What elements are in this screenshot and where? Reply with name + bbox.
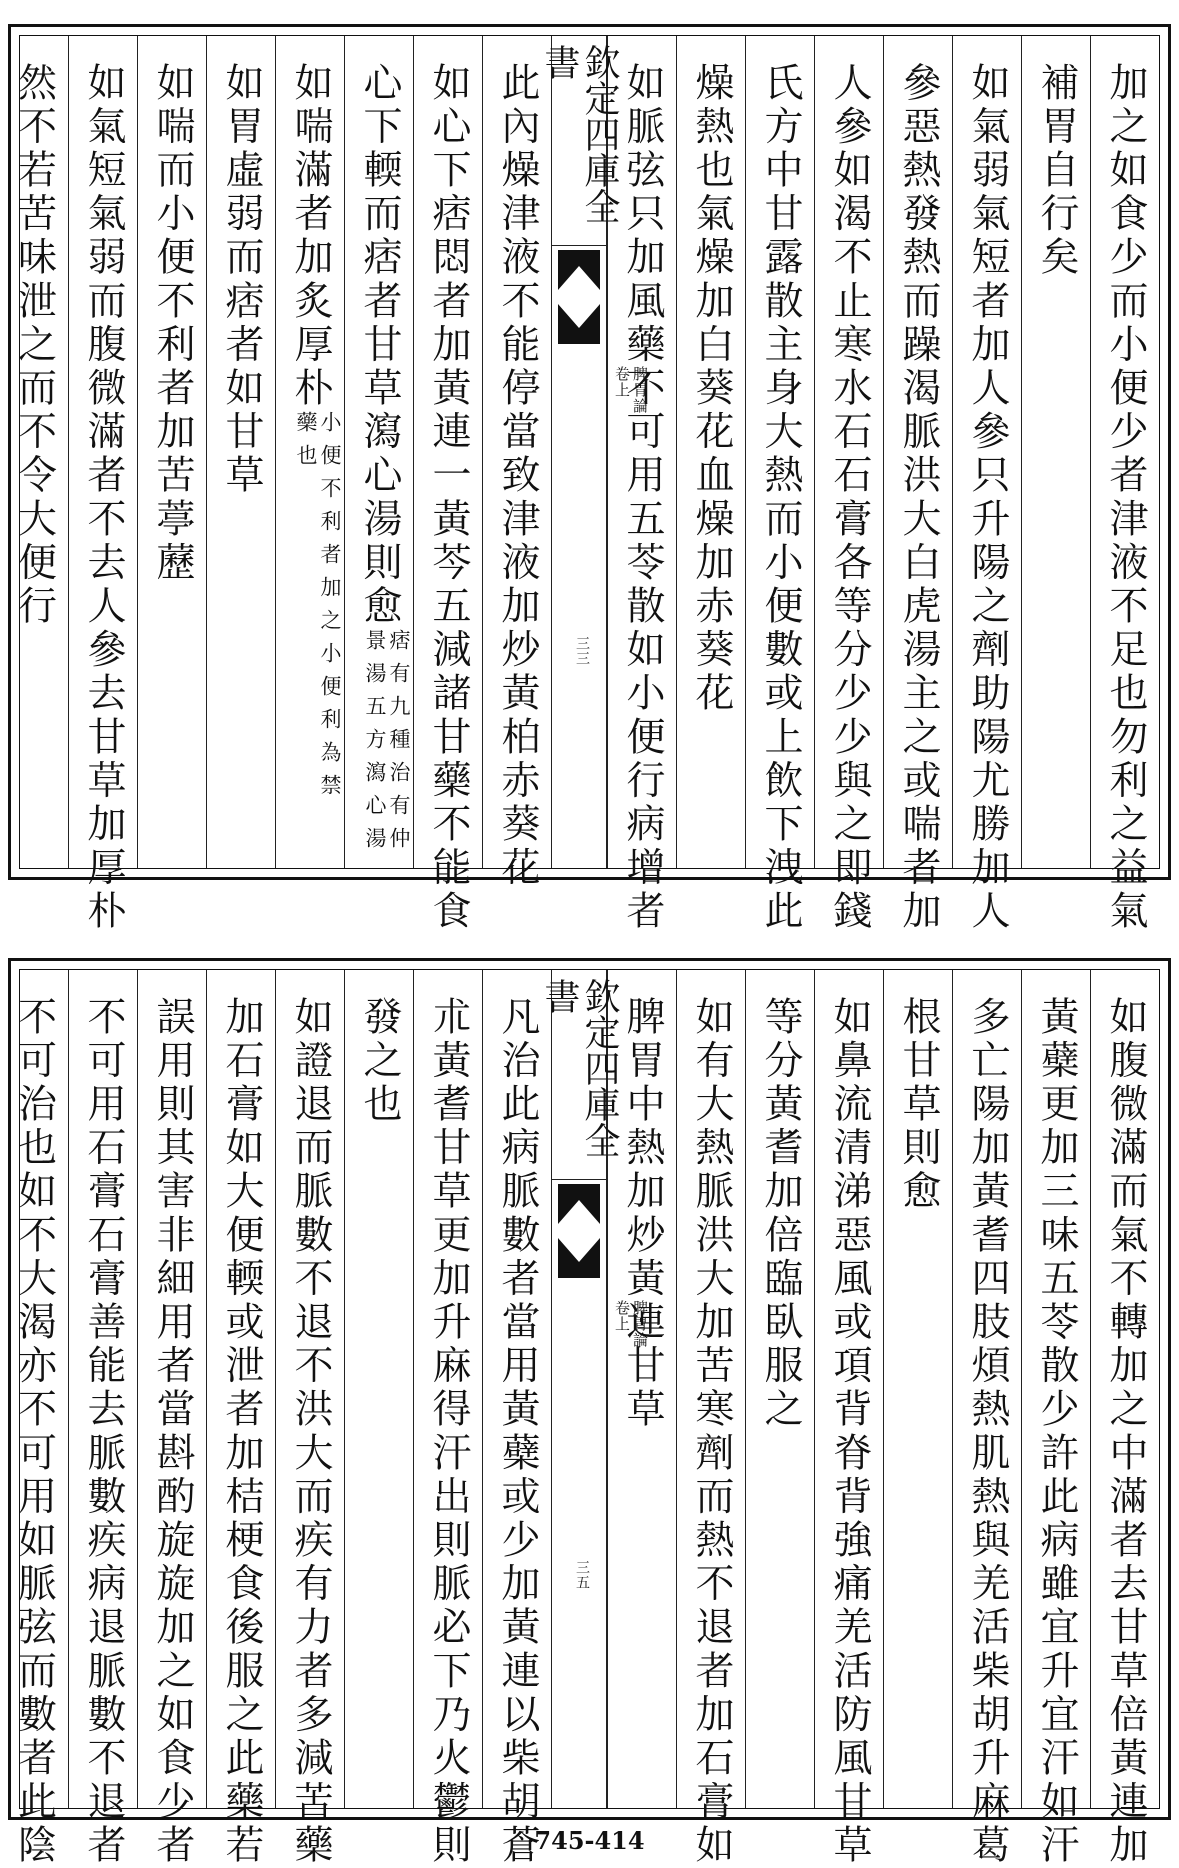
column-text: 凡治此病脈數者當用黃蘗或少加黃連以柴胡蒼 (495, 996, 540, 1868)
annotation-note (294, 411, 342, 807)
column-text: 如腹微滿而氣不轉加之中滿者去甘草倍黃連加 (1103, 996, 1148, 1868)
volume-label: 卷上 (613, 1300, 631, 1332)
gutter-title-box (539, 970, 620, 1180)
text-column (137, 970, 206, 1868)
book-title: 脾胃論 (631, 366, 649, 414)
text-column (952, 970, 1021, 1868)
column-text: 如胃虛弱而痞者如甘草 (219, 62, 264, 498)
text-column (0, 36, 68, 868)
note-line: 藥也 (294, 410, 318, 477)
text-column (814, 36, 883, 934)
column-text-with-note (278, 36, 342, 868)
text-column (676, 970, 745, 1868)
text-column (814, 970, 883, 1868)
column-text: 加石膏如大便輭或泄者加桔梗食後服之此藥若 (219, 996, 264, 1868)
text-column (413, 970, 482, 1868)
text-column (1021, 36, 1090, 868)
text-column (344, 970, 413, 1808)
column-text: 氏方中甘露散主身大熱而小便數或上飲下洩此 (758, 62, 803, 934)
main-text: 心下輭而痞者甘草瀉心湯則愈 (357, 62, 402, 629)
text-column (1090, 36, 1159, 934)
gutter-title-box (539, 36, 620, 246)
text-column (745, 36, 814, 934)
text-column (344, 36, 413, 868)
column-text: 補胃自行矣 (1034, 62, 1079, 280)
folio-number: 745-414 (534, 1826, 645, 1855)
text-column (206, 970, 275, 1868)
leaf-number: 三三 (574, 636, 590, 666)
text-column (68, 36, 137, 934)
text-frame-top (11, 35, 1160, 934)
column-text: 如鼻流清涕惡風或項背脊背強痛羌活防風甘草 (827, 996, 872, 1868)
column-text: 黃蘗更加三味五苓散少許此病雖宜升宜汗如汗 (1034, 996, 1079, 1868)
fishtail-mark-top (558, 250, 600, 290)
fishtail-mark-bottom (558, 1238, 600, 1278)
text-column (883, 970, 952, 1808)
column-text: 人參如渴不止寒水石石膏各等分少少與之即錢 (827, 62, 872, 934)
column-text: 加之如食少而小便少者津液不足也勿利之益氣 (1103, 62, 1148, 934)
column-text: 發之也 (357, 996, 402, 1127)
text-column (275, 970, 344, 1868)
collection-title: 欽定四庫全書 (539, 978, 620, 1158)
gutter-caption (566, 1300, 648, 1348)
column-text: 脾胃中熱加炒黃連甘草 (620, 996, 665, 1432)
text-column (137, 36, 206, 868)
annotation-note (363, 629, 411, 860)
text-column (745, 970, 814, 1808)
column-text: 如證退而脈數不退不洪大而疾有力者多減苦藥 (288, 996, 333, 1868)
page-top (8, 24, 1171, 934)
text-column (68, 970, 137, 1868)
text-column (1021, 970, 1090, 1868)
column-text: 等分黃耆加倍臨臥服之 (758, 996, 803, 1432)
gutter-caption (566, 366, 648, 414)
note-line: 小便不利者加之小便利為禁 (318, 410, 342, 807)
column-text: 如脈弦只加風藥不可用五苓散如小便行病增者 (620, 62, 665, 934)
book-title: 脾胃論 (631, 1300, 649, 1348)
column-text: 不可治也如不大渴亦不可用如脈弦而數者此陰 (11, 996, 57, 1868)
fishtail-mark-top (558, 1184, 600, 1224)
text-column (206, 36, 275, 868)
note-line: 痞有九種治有仲 (387, 628, 411, 860)
column-text: 不可用石膏石膏善能去脈數疾病退脈數不退者 (81, 996, 126, 1868)
column-text: 朮黃耆甘草更加升麻得汗出則脈必下乃火鬱則 (426, 996, 471, 1868)
column-text-with-note (347, 36, 411, 868)
text-column (482, 970, 551, 1868)
text-column (952, 36, 1021, 934)
column-text: 如氣短氣弱而腹微滿者不去人參去甘草加厚朴 (81, 62, 126, 934)
column-text: 多亡陽加黃耆四肢煩熱肌熱與羌活柴胡升麻葛 (965, 996, 1010, 1868)
note-line: 景湯五方瀉心湯 (363, 628, 387, 860)
column-text: 如心下痞悶者加黃連一黃芩五減諸甘藥不能食 (426, 62, 471, 934)
column-text: 如氣弱氣短者加人參只升陽之劑助陽尤勝加人 (965, 62, 1010, 934)
text-column (482, 36, 551, 891)
column-text: 此內燥津液不能停當致津液加炒黃柏赤葵花 (495, 62, 540, 891)
column-text: 然不若苦味泄之而不令大便行 (11, 62, 57, 629)
text-column (0, 970, 68, 1868)
text-column (676, 36, 745, 868)
column-text: 誤用則其害非細用者當斟酌旋旋加之如食少者 (150, 996, 195, 1868)
column-text: 如有大熱脈洪大加苦寒劑而熱不退者加石膏如 (689, 996, 734, 1868)
text-column (275, 36, 344, 868)
main-text: 如喘滿者加炙厚朴 (288, 62, 333, 411)
text-column (883, 36, 952, 934)
volume-label: 卷上 (613, 366, 631, 398)
column-text: 根甘草則愈 (896, 996, 941, 1214)
column-text: 如喘而小便不利者加苦葶藶 (150, 62, 195, 586)
column-text: 燥熱也氣燥加白葵花血燥加赤葵花 (689, 62, 734, 716)
column-text: 參惡熱發熱而躁渴脈洪大白虎湯主之或喘者加 (896, 62, 941, 934)
text-column (1090, 970, 1159, 1868)
text-column (413, 36, 482, 934)
fishtail-mark-bottom (558, 304, 600, 344)
leaf-number: 三五 (574, 1560, 590, 1590)
collection-title: 欽定四庫全書 (539, 44, 620, 224)
